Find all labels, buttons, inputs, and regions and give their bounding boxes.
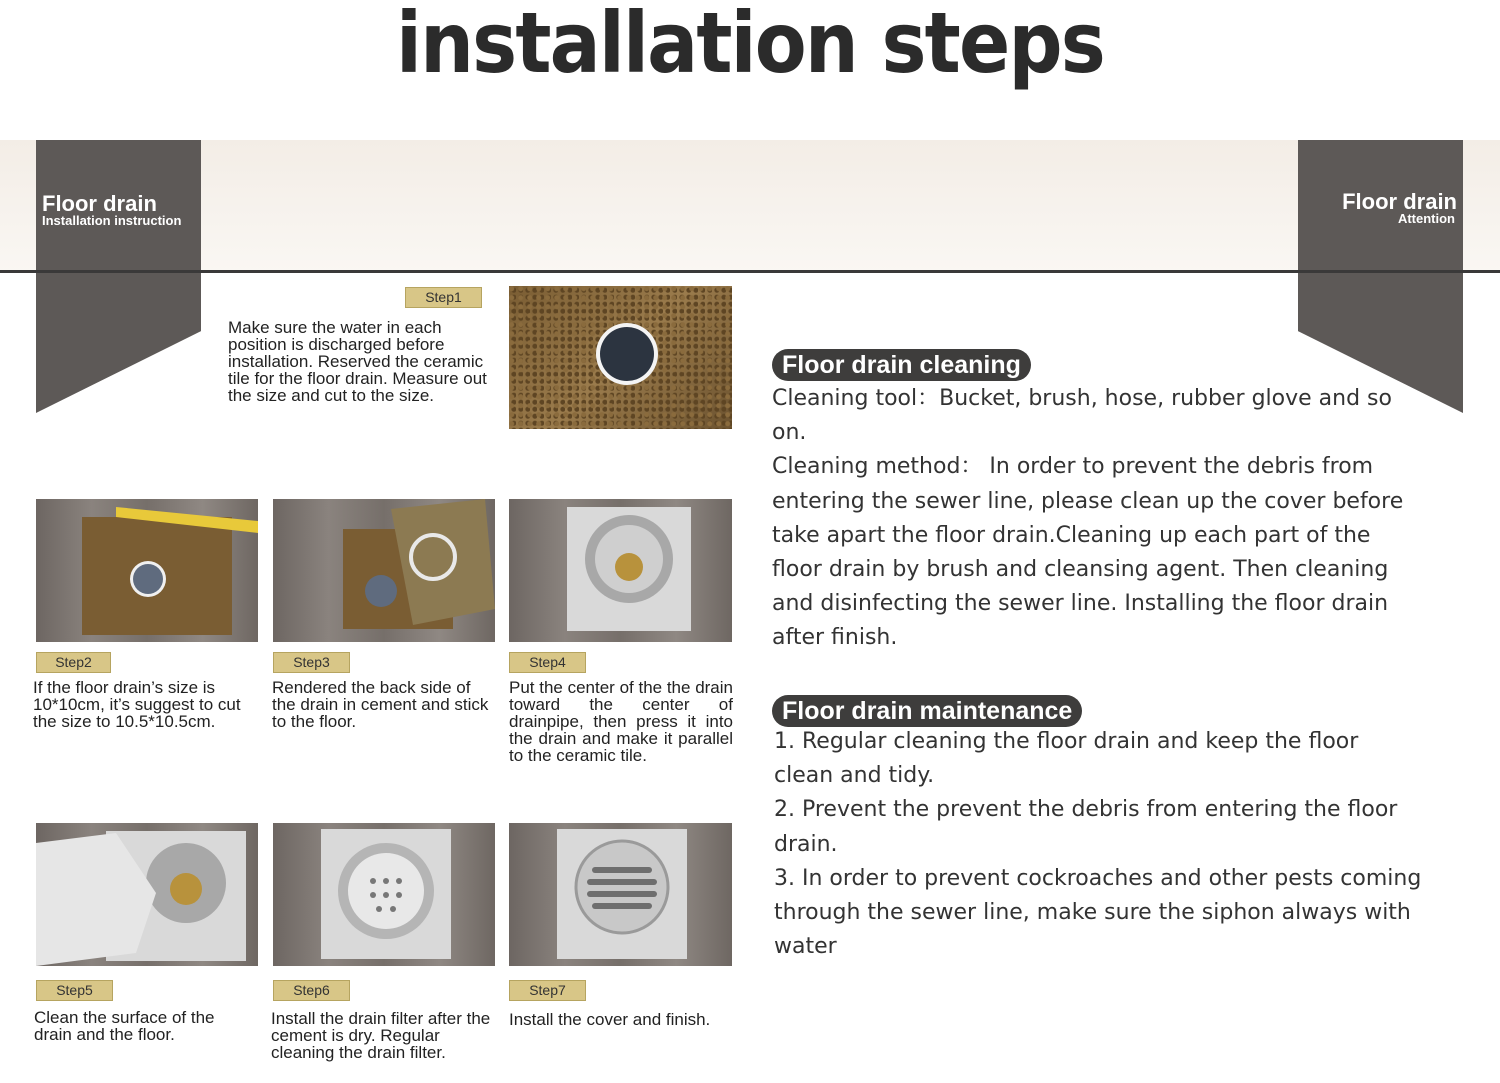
maintenance-list [774, 725, 1424, 964]
step7-text: Install the cover and finish. [509, 1010, 711, 1029]
right-ribbon-title: Floor drain [1342, 189, 1457, 214]
measuring-tape-icon [36, 499, 258, 642]
step5-photo [36, 823, 258, 966]
cleaning-heading: Floor drain cleaning [772, 349, 1031, 381]
cleaning-section [772, 382, 1412, 656]
maintenance-heading: Floor drain maintenance [772, 695, 1082, 727]
step4-text: Put the center of the the drain toward the center of drainpipe, then press it into the drain and make it parallel to the ceramic tile. [509, 678, 733, 765]
maintenance-item-1: 1. Regular cleaning the floor drain and keep the floor clean and tidy. [774, 729, 1359, 789]
right-ribbon-subtitle: Attention [1397, 211, 1455, 226]
step1-text: Make sure the water in each position is discharged before installation. Reserved the ceramic tile for the floor drain. Measure out the size and cut to the size. [228, 318, 487, 405]
right-ribbon [1298, 140, 1463, 413]
step7-label: Step7 [509, 980, 586, 1001]
step3-text: Rendered the back side of the drain in cement and stick to the floor. [272, 678, 489, 731]
step5-label: Step5 [36, 980, 113, 1001]
step3-label: Step3 [273, 652, 350, 673]
drain-filter-icon [273, 823, 495, 966]
step2-photo [36, 499, 258, 642]
drain-cover-icon [509, 823, 732, 966]
drain-cement-icon [273, 499, 495, 642]
step6-text: Install the drain filter after the cement is dry. Regular cleaning the drain filter. [271, 1009, 491, 1062]
step1-photo [509, 286, 732, 429]
left-ribbon-subtitle: Installation instruction [42, 213, 182, 228]
drain-body-icon [509, 499, 732, 642]
cleaning-method-text: Cleaning method： In order to prevent the debris from entering the sewer line, please clean up the cover before take apart the floor drain.Cleaning up each part of the floor drain by brush and cleansing agent. Then cleaning and disinfecting the sewer line. Installing the floor drain after finish. [772, 454, 1404, 651]
step1-label: Step1 [405, 287, 482, 308]
step6-label: Step6 [273, 980, 350, 1001]
header-divider [0, 270, 1500, 273]
step2-text: If the floor drain’s size is 10*10cm, it’s suggest to cut the size to 10.5*10.5cm. [33, 678, 241, 731]
step6-photo [273, 823, 495, 966]
step5-text: Clean the surface of the drain and the floor. [34, 1008, 215, 1044]
left-ribbon [36, 140, 201, 413]
drain-pipe-icon [509, 286, 732, 429]
maintenance-item-2: 2. Prevent the prevent the debris from entering the floor drain. [774, 797, 1398, 857]
step4-label: Step4 [509, 652, 586, 673]
left-ribbon-title: Floor drain [42, 191, 157, 216]
step4-photo [509, 499, 732, 642]
step3-photo [273, 499, 495, 642]
maintenance-item-3: 3. In order to prevent cockroaches and other pests coming through the sewer line, make sure the siphon always with water [774, 865, 1422, 960]
page-title: installation steps [396, 0, 1104, 92]
cleaning-hand-icon [36, 823, 258, 966]
header-band [0, 140, 1500, 272]
step2-label: Step2 [36, 652, 111, 673]
step7-photo [509, 823, 732, 966]
cleaning-tool-text: Cleaning tool：Bucket, brush, hose, rubber glove and so on. [772, 386, 1392, 446]
